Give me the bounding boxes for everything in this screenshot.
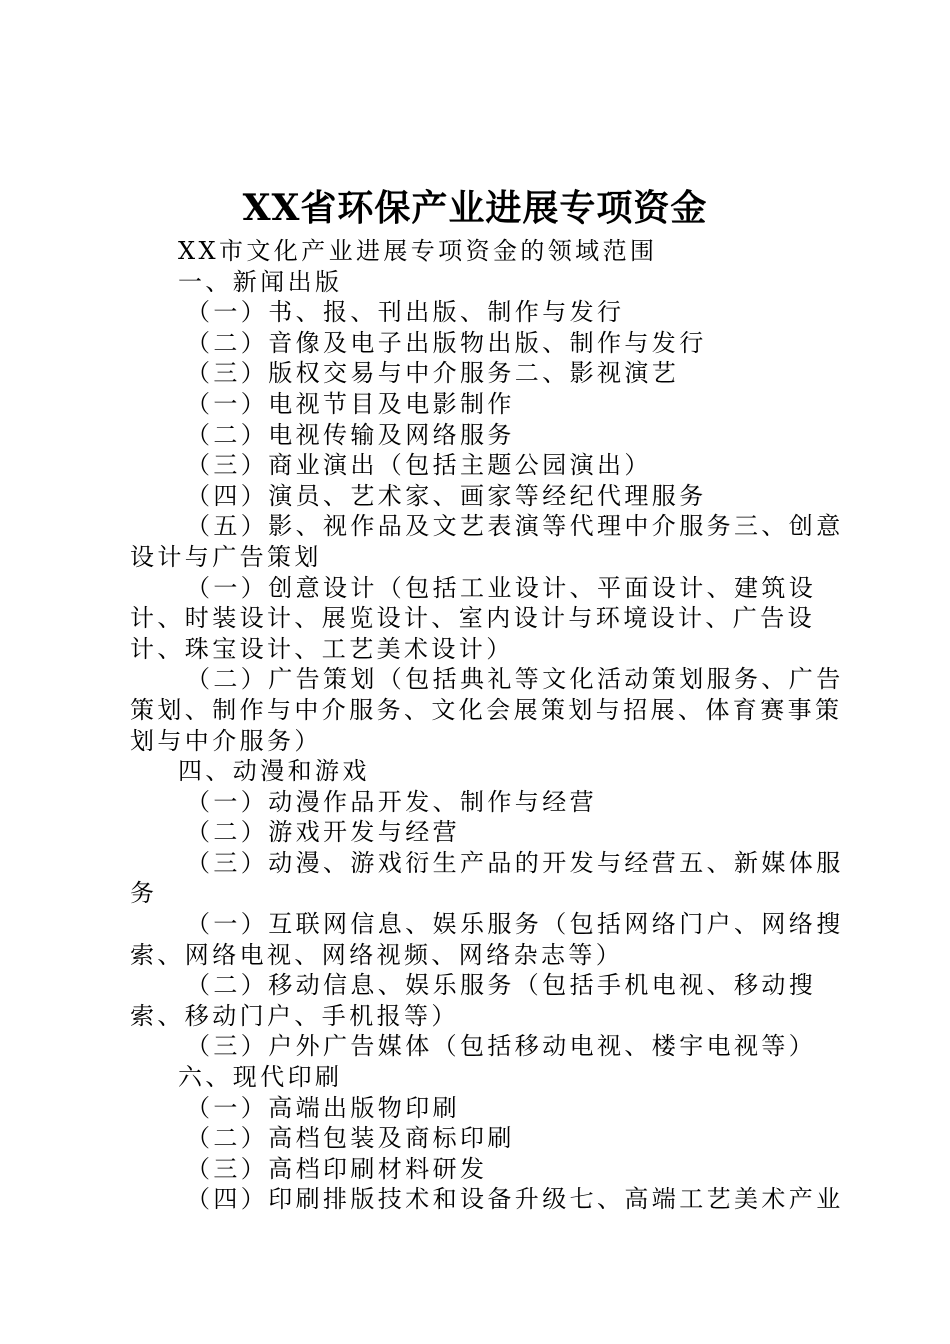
- list-item: （二）音像及电子出版物出版、制作与发行: [186, 328, 707, 357]
- list-item: （二）广告策划（包括典礼等文化活动策划服务、广告策划、制作与中介服务、文化会展策划与招展、体育赛事策划与中介服务）: [130, 665, 844, 755]
- section-heading: 四、动漫和游戏: [178, 757, 370, 786]
- list-item: （二）移动信息、娱乐服务（包括手机电视、移动搜索、移动门户、手机报等）: [130, 971, 817, 1030]
- list-item: （二）游戏开发与经营: [186, 818, 460, 847]
- list-item: （二）高档包装及商标印刷: [186, 1124, 515, 1153]
- list-item: （一）互联网信息、娱乐服务（包括网络门户、网络搜索、网络电视、网络视频、网络杂志等）: [130, 910, 844, 969]
- list-item: （一）动漫作品开发、制作与经营: [186, 787, 597, 816]
- list-item: （一）书、报、刊出版、制作与发行: [186, 298, 625, 327]
- list-item: （三）版权交易与中介服务二、影视演艺: [186, 359, 680, 388]
- section-heading: 六、现代印刷: [178, 1063, 343, 1092]
- list-item: （四）演员、艺术家、画家等经纪代理服务: [186, 481, 707, 510]
- list-item: （三）户外广告媒体（包括移动电视、楼宇电视等）: [186, 1032, 817, 1061]
- paragraph-intro: XX市文化产业进展专项资金的领域范围: [178, 237, 658, 265]
- list-item: （一）高端出版物印刷: [186, 1093, 460, 1122]
- section-heading: 一、新闻出版: [178, 267, 343, 296]
- list-item: （五）影、视作品及文艺表演等代理中介服务三、创意设计与广告策划: [130, 512, 844, 571]
- list-item: （二）电视传输及网络服务: [186, 420, 515, 449]
- list-item: （四）印刷排版技术和设备升级七、高端工艺美术产业: [186, 1185, 844, 1214]
- list-item: （一）电视节目及电影制作: [186, 389, 515, 418]
- list-item: （三）高档印刷材料研发: [186, 1154, 488, 1183]
- document-title: XX省环保产业进展专项资金: [242, 187, 708, 229]
- list-item: （三）动漫、游戏衍生产品的开发与经营五、新媒体服务: [130, 848, 844, 908]
- list-item: （一）创意设计（包括工业设计、平面设计、建筑设计、时装设计、展览设计、室内设计与环境设计、广告设计、珠宝设计、工艺美术设计）: [130, 573, 817, 663]
- list-item: （三）商业演出（包括主题公园演出）: [186, 451, 652, 480]
- document-body: [130, 236, 850, 1215]
